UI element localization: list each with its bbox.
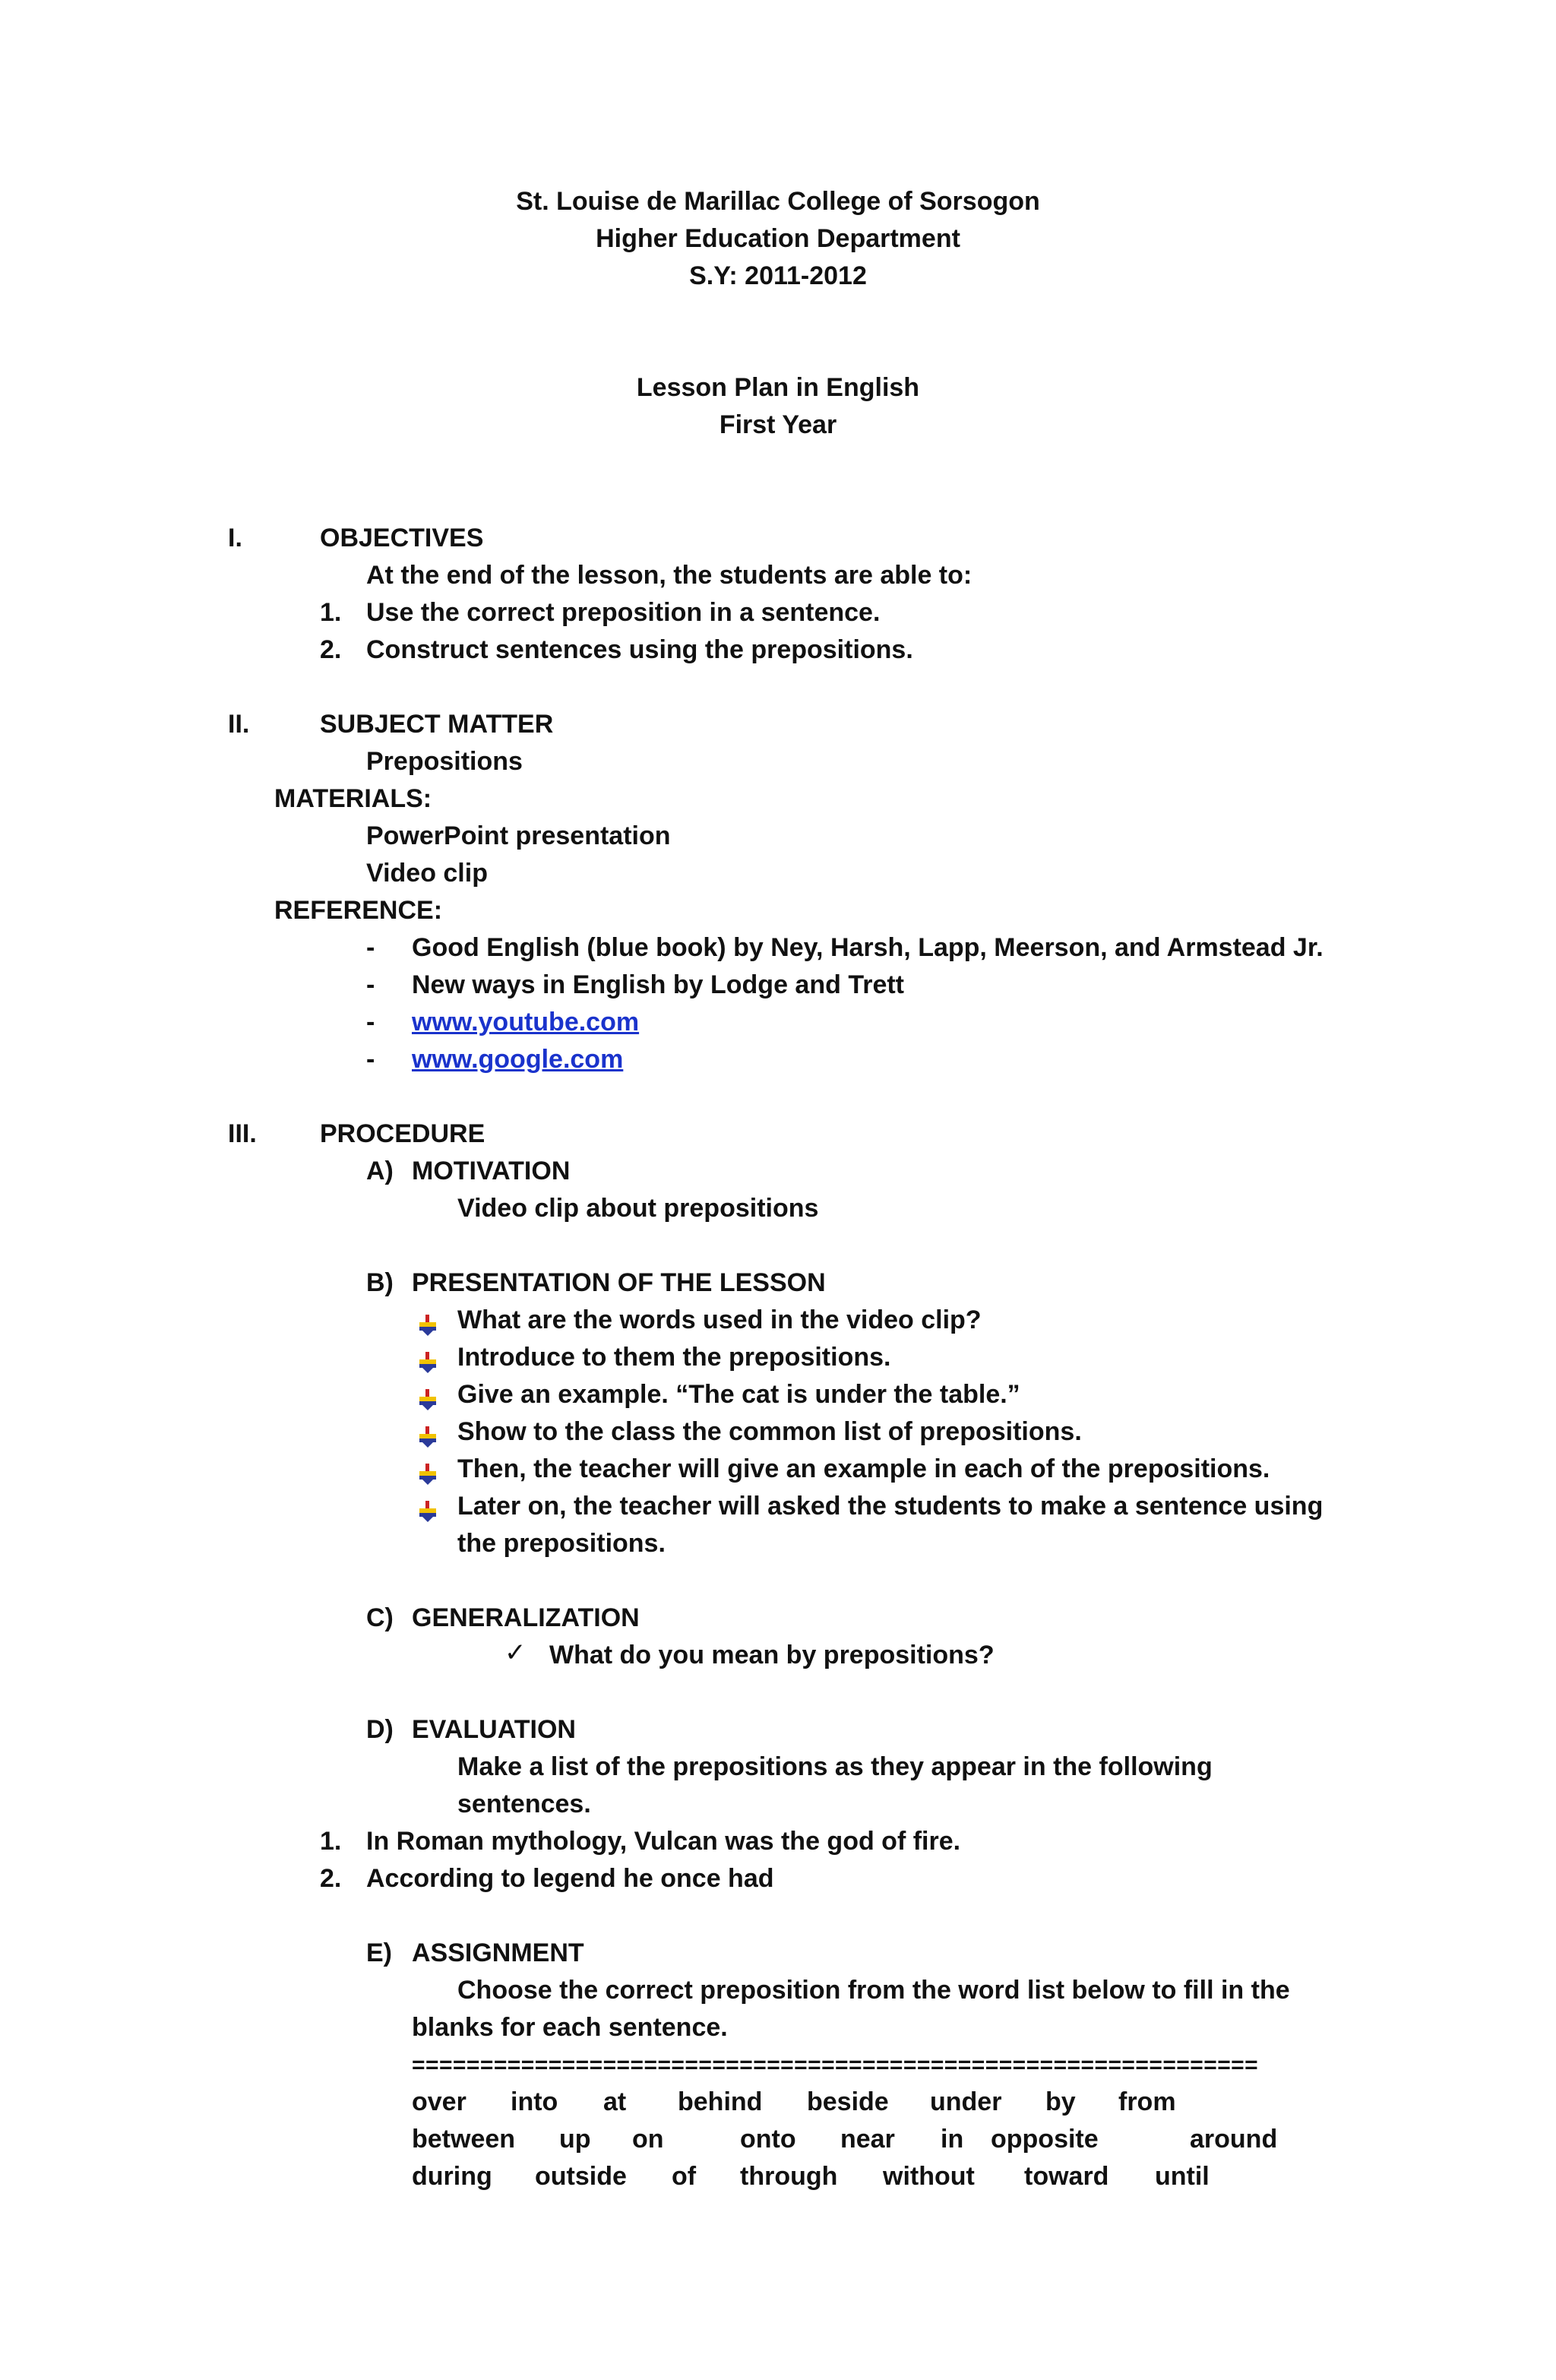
subject-topic: Prepositions <box>366 747 523 776</box>
word-list-item: toward <box>1024 2162 1109 2191</box>
school-year: S.Y: 2011-2012 <box>689 261 867 290</box>
objectives-heading: OBJECTIVES <box>320 524 484 552</box>
word-list-item: under <box>930 2087 1002 2116</box>
arrow-bullet-icon <box>418 1309 438 1331</box>
arrow-bullet-icon <box>418 1347 438 1368</box>
reference-dash: - <box>366 933 375 962</box>
word-list-item: of <box>672 2162 697 2191</box>
assignment-letter: E) <box>366 1938 392 1967</box>
youtube-link[interactable]: www.youtube.com <box>412 1008 640 1037</box>
reference-dash: - <box>366 1045 375 1074</box>
objectives-numeral: I. <box>228 524 242 552</box>
arrow-bullet-icon <box>418 1495 438 1517</box>
arrow-bullet-icon <box>418 1421 438 1442</box>
motivation-text: Video clip about prepositions <box>457 1194 819 1223</box>
word-list-item: outside <box>535 2162 627 2191</box>
reference-item: New ways in English by Lodge and Trett <box>412 970 904 999</box>
reference-dash: - <box>366 1008 375 1037</box>
arrow-bullet-icon <box>418 1458 438 1480</box>
procedure-heading: PROCEDURE <box>320 1119 485 1148</box>
word-list-item: around <box>1190 2125 1278 2154</box>
presentation-bullet-text: Then, the teacher will give an example in each of the prepositions. <box>457 1454 1270 1483</box>
word-list-item: up <box>559 2125 591 2154</box>
word-list-item: from <box>1118 2087 1176 2116</box>
assignment-instruction: blanks for each sentence. <box>412 2013 728 2042</box>
evaluation-item-number: 1. <box>320 1827 342 1856</box>
plan-title: Lesson Plan in English <box>636 373 920 402</box>
word-list-item: until <box>1155 2162 1210 2191</box>
evaluation-instruction: sentences. <box>457 1790 591 1818</box>
reference-dash: - <box>366 970 375 999</box>
word-list-item: beside <box>807 2087 889 2116</box>
presentation-bullet-text: Give an example. “The cat is under the table.” <box>457 1380 1020 1409</box>
procedure-numeral: III. <box>228 1119 257 1148</box>
subject-matter-heading: SUBJECT MATTER <box>320 710 554 739</box>
generalization-letter: C) <box>366 1603 394 1632</box>
assignment-instruction: Choose the correct preposition from the word list below to fill in the <box>457 1976 1290 2005</box>
motivation-heading: MOTIVATION <box>412 1157 571 1185</box>
presentation-bullet-text: Later on, the teacher will asked the students to make a sentence using <box>457 1492 1324 1521</box>
college-name: St. Louise de Marillac College of Sorsogon <box>516 187 1040 216</box>
checkmark-icon: ✓ <box>504 1638 527 1667</box>
arrow-bullet-icon <box>418 1384 438 1405</box>
evaluation-item: According to legend he once had <box>366 1864 774 1893</box>
presentation-bullet-text: Introduce to them the prepositions. <box>457 1343 891 1372</box>
reference-item: Good English (blue book) by Ney, Harsh, Lapp, Meerson, and Armstead Jr. <box>412 933 1324 962</box>
material-item: Video clip <box>366 859 488 888</box>
word-list-item: in <box>941 2125 964 2154</box>
word-list-item: on <box>632 2125 664 2154</box>
department-name: Higher Education Department <box>596 224 960 253</box>
generalization-question: What do you mean by prepositions? <box>549 1641 995 1669</box>
separator-line: ============================================================== <box>412 2052 1259 2078</box>
google-link[interactable]: www.google.com <box>412 1045 624 1074</box>
bullet-continuation: the prepositions. <box>457 1529 666 1558</box>
word-list-item: into <box>511 2087 558 2116</box>
presentation-bullet-text: Show to the class the common list of prepositions. <box>457 1417 1082 1446</box>
word-list-item: behind <box>678 2087 763 2116</box>
objective-number: 1. <box>320 598 342 627</box>
presentation-bullet-text: What are the words used in the video clip? <box>457 1306 982 1334</box>
objective-item: Construct sentences using the prepositions. <box>366 635 913 664</box>
evaluation-instruction: Make a list of the prepositions as they appear in the following <box>457 1752 1213 1781</box>
material-item: PowerPoint presentation <box>366 821 671 850</box>
word-list-item: during <box>412 2162 492 2191</box>
word-list-item: between <box>412 2125 516 2154</box>
document-header <box>0 183 1556 295</box>
presentation-heading: PRESENTATION OF THE LESSON <box>412 1268 826 1297</box>
evaluation-heading: EVALUATION <box>412 1715 576 1744</box>
objective-item: Use the correct preposition in a sentence. <box>366 598 881 627</box>
presentation-letter: B) <box>366 1268 394 1297</box>
subject-matter-numeral: II. <box>228 710 250 739</box>
materials-label: MATERIALS: <box>274 784 432 813</box>
word-list-item: at <box>603 2087 627 2116</box>
word-list-item: onto <box>740 2125 796 2154</box>
word-list-item: over <box>412 2087 466 2116</box>
word-list-item: without <box>883 2162 975 2191</box>
word-list-item: by <box>1045 2087 1076 2116</box>
evaluation-letter: D) <box>366 1715 394 1744</box>
objective-number: 2. <box>320 635 342 664</box>
motivation-letter: A) <box>366 1157 394 1185</box>
reference-label: REFERENCE: <box>274 896 443 925</box>
year-level: First Year <box>719 410 837 439</box>
objectives-intro: At the end of the lesson, the students are able to: <box>366 561 972 590</box>
evaluation-item: In Roman mythology, Vulcan was the god of fire. <box>366 1827 961 1856</box>
assignment-heading: ASSIGNMENT <box>412 1938 584 1967</box>
generalization-heading: GENERALIZATION <box>412 1603 640 1632</box>
word-list-item: near <box>840 2125 895 2154</box>
lesson-plan-title-block <box>0 369 1556 444</box>
word-list-item: through <box>740 2162 838 2191</box>
word-list-item: opposite <box>991 2125 1099 2154</box>
evaluation-item-number: 2. <box>320 1864 342 1893</box>
